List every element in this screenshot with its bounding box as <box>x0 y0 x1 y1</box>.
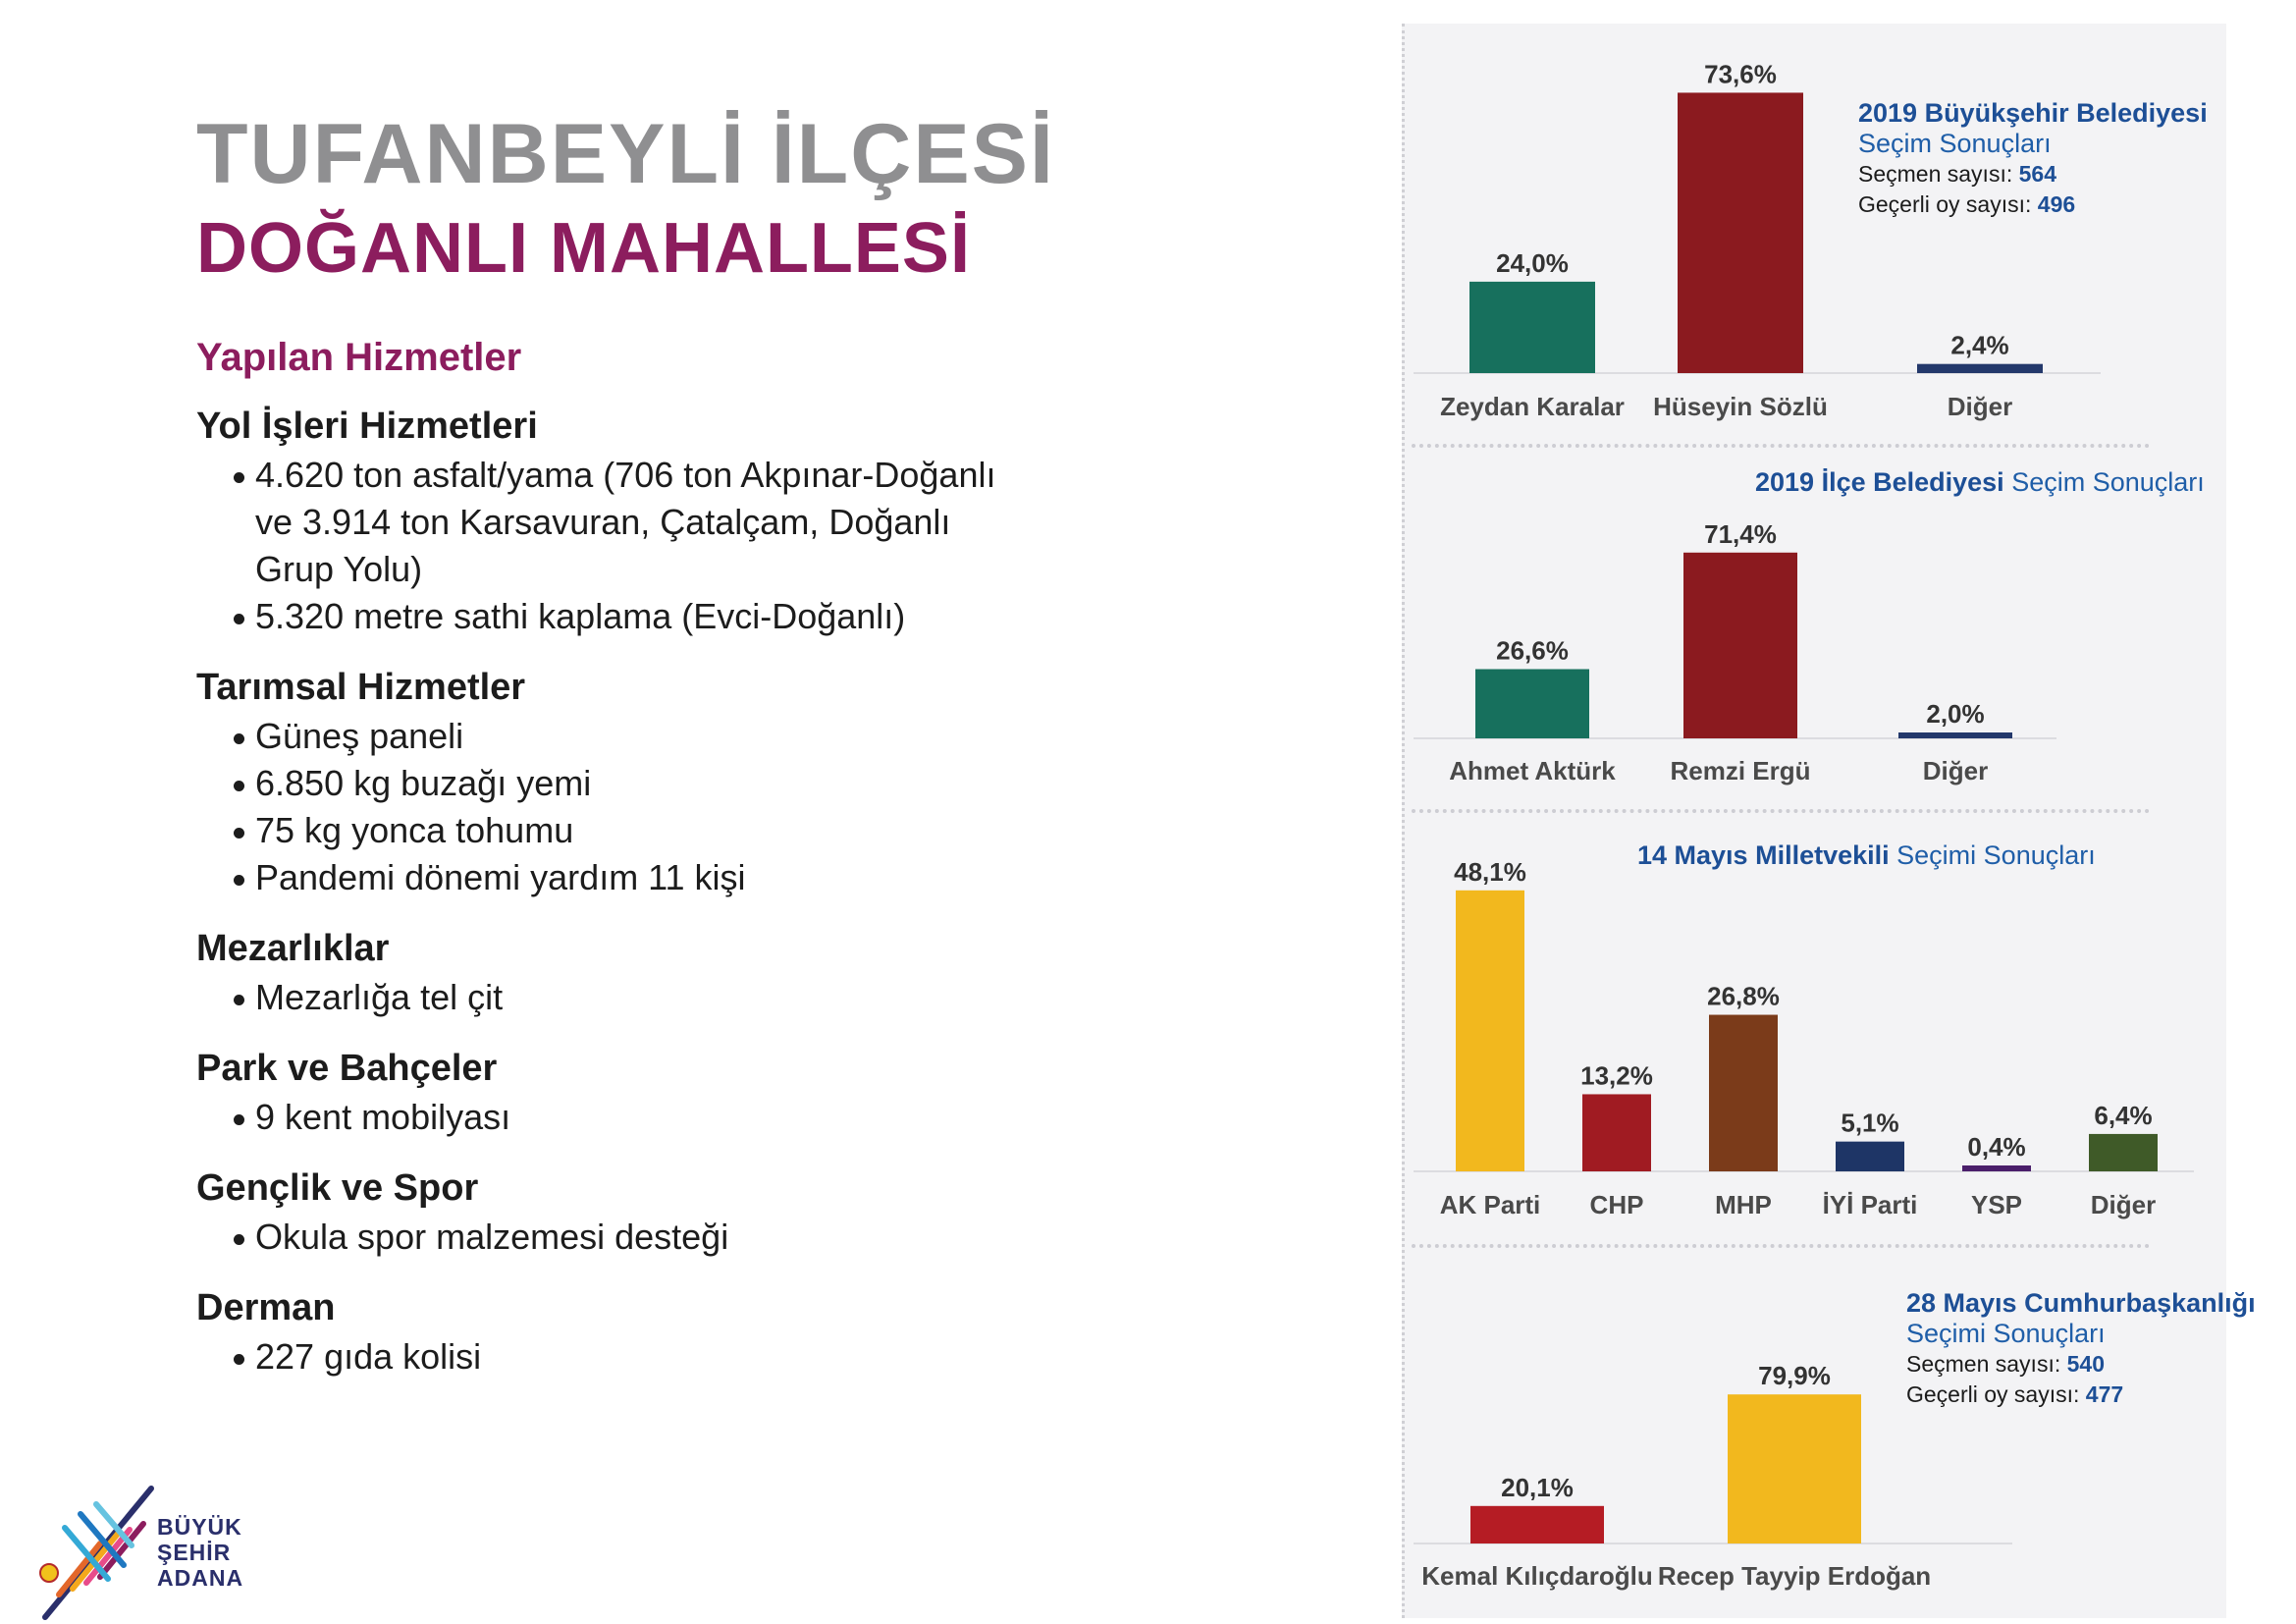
services-section-cemeteries <box>196 925 1001 1021</box>
section-divider <box>1412 1244 2150 1248</box>
chart-title-rest: Seçim Sonuçları <box>2011 467 2205 497</box>
section-title: Yol İşleri Hizmetleri <box>196 406 538 447</box>
chart-category-label: CHP <box>1589 1190 1644 1219</box>
chart-category-label: YSP <box>1970 1190 2023 1219</box>
chart-category-label: Recep Tayyip Erdoğan <box>1657 1561 1932 1591</box>
voters-stat: Seçmen sayısı: 564 <box>1858 161 2056 187</box>
chart-value-label: 48,1% <box>1454 856 1526 887</box>
service-item: Okula spor malzemesi desteği <box>234 1214 1001 1261</box>
services-section-parks <box>196 1045 1001 1141</box>
section-title: Park ve Bahçeler <box>196 1048 498 1089</box>
service-item: 4.620 ton asfalt/yama (706 ton Akpınar-Doğanlı ve 3.914 ton Karsavuran, Çatalçam, Doğanlı Grup Yolu) <box>234 452 1001 593</box>
chart-value-label: 6,4% <box>2094 1100 2153 1130</box>
chart-value-label: 5,1% <box>1841 1108 1899 1138</box>
services-heading: Yapılan Hizmetler <box>196 336 522 379</box>
valid-votes-stat: Geçerli oy sayısı: 496 <box>1858 191 2076 217</box>
chart-category-label: Diğer <box>2090 1190 2157 1219</box>
adana-logo-text <box>157 1514 243 1591</box>
service-item: Mezarlığa tel çit <box>234 974 1001 1021</box>
logo-line: ADANA <box>157 1565 244 1591</box>
chart-title-bold: 28 Mayıs Cumhurbaşkanlığı <box>1906 1288 2256 1318</box>
logo-line: ŞEHİR <box>157 1540 232 1565</box>
services-section-derman <box>196 1284 1001 1380</box>
service-item: Güneş paneli <box>234 713 1001 760</box>
section-title: Tarımsal Hizmetler <box>196 667 526 708</box>
chart-value-label: 2,4% <box>1950 330 2009 360</box>
section-title: Derman <box>196 1287 336 1328</box>
chart-value-label: 13,2% <box>1580 1060 1653 1091</box>
chart-value-label: 24,0% <box>1496 247 1569 278</box>
chart-title-rest: Seçim Sonuçları <box>1858 129 2052 158</box>
section-divider <box>1412 809 2150 813</box>
service-item: 75 kg yonca tohumu <box>234 807 1001 854</box>
chart-category-label: Remzi Ergü <box>1670 756 1811 785</box>
service-item: Pandemi dönemi yardım 11 kişi <box>234 854 1001 901</box>
chart-title-bold: 2019 İlçe Belediyesi <box>1755 467 2004 497</box>
section-title: Mezarlıklar <box>196 928 390 969</box>
neighborhood-title: DOĞANLI MAHALLESİ <box>196 209 971 288</box>
chart-value-label: 2,0% <box>1926 699 1985 729</box>
service-item: 227 gıda kolisi <box>234 1333 1001 1380</box>
services-list <box>196 403 1001 1404</box>
chart-category-label: İYİ Parti <box>1822 1190 1918 1219</box>
chart-value-label: 0,4% <box>1967 1132 2026 1162</box>
chart-title-presidential-2023 <box>1906 1288 2256 1410</box>
chart-value-label: 79,9% <box>1758 1361 1831 1391</box>
service-item: 9 kent mobilyası <box>234 1094 1001 1141</box>
service-item: 6.850 kg buzağı yemi <box>234 760 1001 807</box>
chart-title-rest: Seçimi Sonuçları <box>1906 1319 2106 1348</box>
chart-value-label: 71,4% <box>1704 518 1777 549</box>
chart-category-label: Diğer <box>1947 392 2013 421</box>
chart-title-parliament-2023 <box>1637 840 2096 871</box>
chart-title-rest: Seçimi Sonuçları <box>1896 840 2096 870</box>
section-divider <box>1412 444 2150 448</box>
chart-title-district-2019 <box>1755 467 2205 498</box>
chart-title-bold: 14 Mayıs Milletvekili <box>1637 840 1890 870</box>
chart-category-label: Zeydan Karalar <box>1440 392 1625 421</box>
chart-title-bold: 2019 Büyükşehir Belediyesi <box>1858 98 2208 128</box>
chart-category-label: Hüseyin Sözlü <box>1653 392 1828 421</box>
chart-category-label: Diğer <box>1922 756 1989 785</box>
chart-category-label: Ahmet Aktürk <box>1449 756 1616 785</box>
valid-votes-stat: Geçerli oy sayısı: 477 <box>1906 1381 2124 1407</box>
section-title: Gençlik ve Spor <box>196 1167 479 1209</box>
voters-stat: Seçmen sayısı: 540 <box>1906 1351 2105 1377</box>
chart-value-label: 73,6% <box>1704 59 1777 89</box>
chart-title-metropolitan-2019 <box>1858 98 2208 220</box>
service-item: 5.320 metre sathi kaplama (Evci-Doğanlı) <box>234 593 1001 640</box>
services-section-road <box>196 403 1001 640</box>
logo-line: BÜYÜK <box>157 1514 242 1540</box>
services-section-agriculture <box>196 664 1001 901</box>
chart-category-label: Kemal Kılıçdaroğlu <box>1421 1561 1653 1591</box>
chart-value-label: 26,6% <box>1496 635 1569 666</box>
chart-category-label: MHP <box>1715 1190 1772 1219</box>
services-section-youth-sports <box>196 1164 1001 1261</box>
chart-value-label: 20,1% <box>1501 1472 1574 1502</box>
district-title: TUFANBEYLİ İLÇESİ <box>196 107 1055 201</box>
chart-category-label: AK Parti <box>1439 1190 1541 1219</box>
chart-value-label: 26,8% <box>1707 981 1780 1011</box>
